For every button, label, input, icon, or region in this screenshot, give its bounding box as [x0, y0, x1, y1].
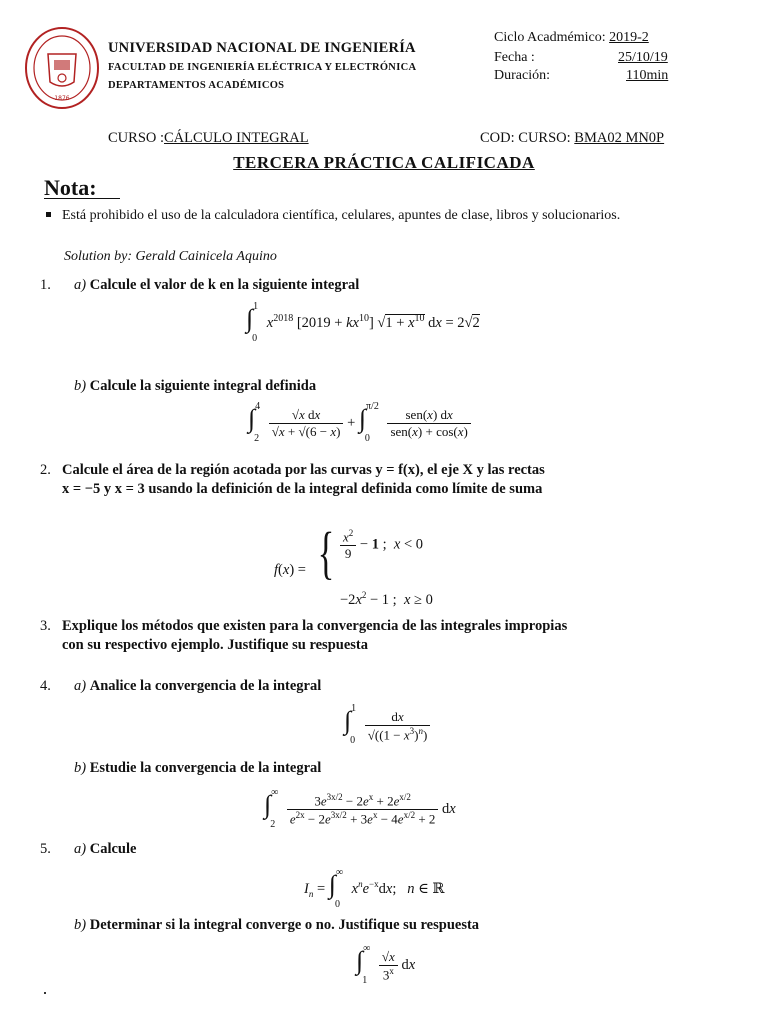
q4b-row [74, 760, 321, 777]
q4a-text: Analice la convergencia de la integral [89, 678, 322, 694]
q3-number: 3. [40, 618, 51, 634]
q3-text-2: con su respectivo ejemplo. Justifique su respuesta [62, 637, 368, 653]
q1-number: 1. [40, 277, 51, 293]
q1b-formula: ∫$^4_2$ $\frac{\text{√x dx}}{√x + √(6 - x)}$ + ∫$^{\pi/2}_0$ $\frac{\text{sen(x) dx}}{\text{sen(x) + cos(x)}}$ [248, 406, 471, 440]
q5a-formula: $I_n = \int^\infty_0$ $x^ne^{-x}dx$; n ∈ ℝ [304, 867, 445, 910]
bullet-icon [46, 212, 51, 217]
date-value: 25/10/19 [618, 50, 668, 65]
departments-name: DEPARTAMENTOS ACADÉMICOS [108, 80, 285, 91]
duration-label: Duración: [494, 68, 550, 83]
course-label: CURSO : [108, 130, 165, 146]
q5a-row [74, 841, 136, 858]
q2-text-1: Calcule el área de la región acotada por las curvas y = f(x), el eje X y las rectas [62, 462, 545, 478]
q4b-formula: $\int^\infty_2$ $\frac{3e^{3x/2} - 2e^x + 2e^{x/2}}{e^{2x} - 2e^{3x/2} + 3e^x - 4e^{x/2} + 2}$ dx [264, 787, 456, 831]
q5a-text: Calcule [89, 841, 137, 857]
faculty-name: FACULTAD DE INGENIERÍA ELÉCTRICA Y ELECTRÓNICA [108, 62, 417, 73]
q5b-text: Determinar si la integral converge o no. Justifique su respuesta [89, 917, 480, 933]
date-label: Fecha : [494, 50, 535, 65]
q5b-row [74, 917, 479, 934]
university-seal-logo [24, 26, 100, 110]
course-code-value: BMA02 MN0P [574, 130, 665, 146]
course-code-label: COD: CURSO: [480, 130, 571, 146]
course-name: CÁLCULO INTEGRAL [164, 130, 309, 146]
q1b-label: b) [74, 378, 87, 394]
q4a-formula: ∫$^1_0$ $\frac{dx}{√((1 - x^3)^n)}$ [344, 708, 430, 743]
university-name: UNIVERSIDAD NACIONAL DE INGENIERÍA [108, 40, 416, 56]
q2-text-2: x = −5 y x = 3 usando la definición de la integral definida como límite de suma [62, 481, 543, 497]
q3-text-1: Explique los métodos que existen para la convergencia de las integrales impropias [62, 618, 568, 634]
nota-bullet: Está prohibido el uso de la calculadora científica, celulares, apuntes de clase, libros y solucionarios. [62, 208, 621, 223]
page-mark [44, 992, 46, 994]
duration-value: 110min [626, 68, 669, 83]
cycle-label: Ciclo Acadmémico: [494, 30, 606, 45]
svg-text:1876: 1876 [54, 95, 70, 102]
q1a-formula: ∫$^1_0$ $x^{2018}$ $[2019 + kx^{10}]$ $√1 + x^{10}$ dx = 2√2 [246, 301, 480, 344]
exam-title: TERCERA PRÁCTICA CALIFICADA [233, 153, 535, 172]
q5b-formula: $\int^\infty_1$ $\frac{√x}{3^x}$ dx [356, 943, 416, 986]
q5a-label: a) [74, 841, 87, 857]
cycle-row [494, 30, 649, 46]
q4a-row [74, 678, 321, 695]
q2-number: 2. [40, 462, 51, 478]
q1a-label: a) [74, 277, 87, 293]
course-code-row [480, 130, 664, 147]
q4-number: 4. [40, 678, 51, 694]
q4b-text: Estudie la convergencia de la integral [89, 760, 322, 776]
cycle-value: 2019-2 [609, 30, 649, 45]
q4b-label: b) [74, 760, 87, 776]
q4a-label: a) [74, 678, 87, 694]
course-row [108, 130, 309, 147]
q1b-text: Calcule la siguiente integral definida [89, 378, 317, 394]
q1a-row [74, 277, 359, 294]
q5b-label: b) [74, 917, 87, 933]
q5-number: 5. [40, 841, 51, 857]
solution-by: Solution by: Gerald Cainicela Aquino [64, 249, 277, 264]
nota-underline [44, 198, 120, 199]
nota-heading: Nota: [44, 175, 97, 200]
q1b-row [74, 378, 316, 395]
q1a-text: Calcule el valor de k en la siguiente integral [89, 277, 360, 293]
